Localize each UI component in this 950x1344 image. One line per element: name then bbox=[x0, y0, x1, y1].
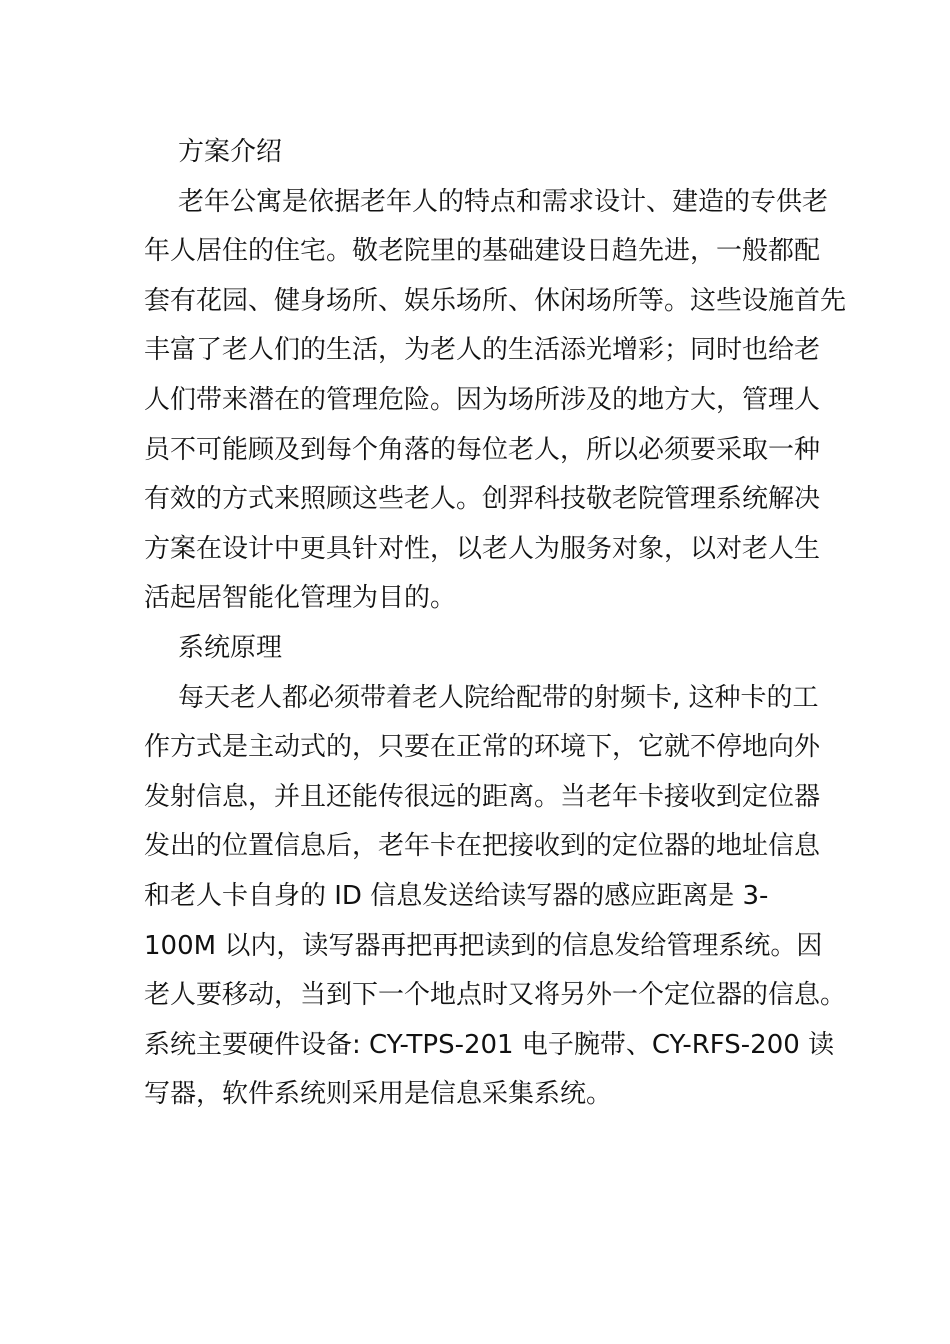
paragraph-line: 和老人卡自身的 ID 信息发送给读写器的感应距离是 3- bbox=[144, 880, 769, 911]
paragraph-line: 作方式是主动式的，只要在正常的环境下，它就不停地向外 bbox=[144, 732, 821, 763]
paragraph-line: 系统主要硬件设备: CY-TPS-201 电子腕带、CY-RFS-200 读 bbox=[144, 1029, 835, 1060]
paragraph-line: 每天老人都必须带着老人院给配带的射频卡, 这种卡的工 bbox=[178, 682, 819, 713]
paragraph-line: 方案在设计中更具针对性，以老人为服务对象，以对老人生 bbox=[144, 533, 821, 564]
paragraph-line: 年人居住的住宅。敬老院里的基础建设日趋先进，一般都配 bbox=[144, 236, 821, 267]
section-heading-scheme-intro: 方案介绍 bbox=[178, 137, 283, 167]
paragraph-line: 发射信息，并且还能传很远的距离。当老年卡接收到定位器 bbox=[144, 781, 821, 812]
paragraph-line: 老人要移动，当到下一个地点时又将另外一个定位器的信息。 bbox=[144, 980, 847, 1011]
section-heading-system-principle: 系统原理 bbox=[178, 632, 283, 663]
paragraph-line: 写器，软件系统则采用是信息采集系统。 bbox=[144, 1079, 613, 1110]
paragraph-line: 100M 以内，读写器再把再把读到的信息发给管理系统。因 bbox=[144, 930, 823, 961]
document-body bbox=[144, 128, 847, 1120]
paragraph-line: 发出的位置信息后，老年卡在把接收到的定位器的地址信息 bbox=[144, 831, 821, 862]
paragraph-line: 员不可能顾及到每个角落的每位老人，所以必须要采取一种 bbox=[144, 434, 821, 465]
paragraph-line: 丰富了老人们的生活，为老人的生活添光增彩；同时也给老 bbox=[144, 335, 821, 366]
paragraph-line: 老年公寓是依据老年人的特点和需求设计、建造的专供老 bbox=[178, 186, 829, 217]
paragraph-line: 活起居智能化管理为目的。 bbox=[144, 583, 457, 614]
paragraph-line: 人们带来潜在的管理危险。因为场所涉及的地方大，管理人 bbox=[144, 384, 821, 415]
paragraph-line: 套有花园、健身场所、娱乐场所、休闲场所等。这些设施首先 bbox=[144, 285, 847, 316]
paragraph-line: 有效的方式来照顾这些老人。创羿科技敬老院管理系统解决 bbox=[144, 484, 821, 515]
